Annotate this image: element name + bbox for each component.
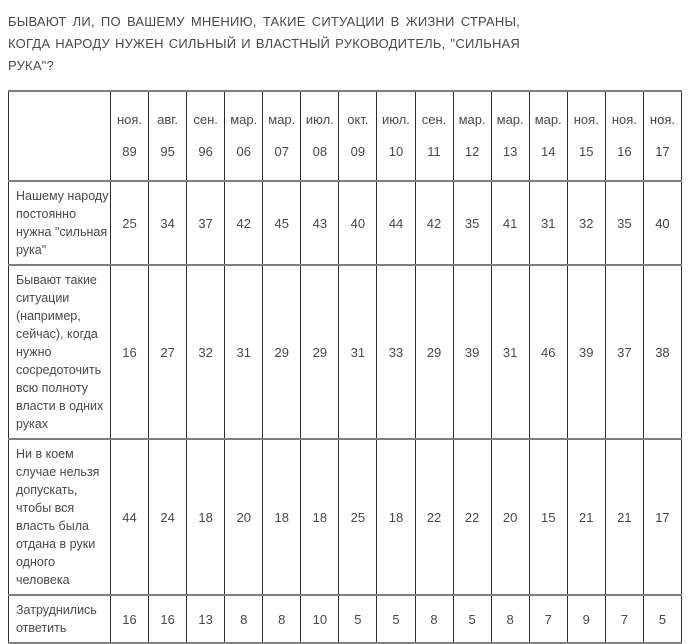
table-header: [9, 91, 682, 181]
column-year-label: 96: [198, 144, 213, 159]
value-cell: 8: [263, 595, 301, 643]
column-header: [377, 91, 415, 181]
value-cell: 8: [491, 595, 529, 643]
value-cell: 18: [187, 439, 225, 595]
value-cell: 35: [605, 181, 643, 265]
column-year-label: 89: [122, 144, 137, 159]
value-cell: 21: [567, 439, 605, 595]
column-header: [491, 91, 529, 181]
column-header: [149, 91, 187, 181]
column-month-label: мар.: [534, 112, 562, 127]
value-cell: 31: [225, 265, 263, 439]
value-cell: 27: [149, 265, 187, 439]
value-cell: 18: [377, 439, 415, 595]
column-header: [339, 91, 377, 181]
column-month-label: ноя.: [117, 112, 143, 127]
value-cell: 18: [263, 439, 301, 595]
value-cell: 16: [149, 595, 187, 643]
value-cell: 8: [225, 595, 263, 643]
column-month-label: сен.: [421, 112, 447, 127]
table-row: [9, 181, 682, 265]
value-cell: 29: [301, 265, 339, 439]
row-label-cell: Нашему народу постоянно нужна "сильная рука": [9, 181, 111, 265]
value-cell: 45: [263, 181, 301, 265]
column-header: [415, 91, 453, 181]
value-cell: 39: [453, 265, 491, 439]
column-year-label: 15: [579, 144, 594, 159]
column-year-label: 14: [540, 144, 556, 159]
value-cell: 43: [301, 181, 339, 265]
column-header: [111, 91, 149, 181]
value-cell: 39: [567, 265, 605, 439]
column-month-label: окт.: [347, 112, 369, 127]
column-year-label: 95: [160, 144, 175, 159]
value-cell: 8: [415, 595, 453, 643]
value-cell: 16: [111, 595, 149, 643]
value-cell: 7: [529, 595, 567, 643]
value-cell: 31: [529, 181, 567, 265]
column-year-label: 09: [350, 144, 366, 159]
header-row: [9, 91, 682, 181]
column-month-label: ноя.: [649, 112, 675, 127]
value-cell: 46: [529, 265, 567, 439]
value-cell: 5: [377, 595, 415, 643]
value-cell: 5: [643, 595, 681, 643]
value-cell: 22: [453, 439, 491, 595]
value-cell: 35: [453, 181, 491, 265]
value-cell: 5: [339, 595, 377, 643]
value-cell: 22: [415, 439, 453, 595]
table-row: [9, 439, 682, 595]
value-cell: 9: [567, 595, 605, 643]
column-header: [529, 91, 567, 181]
column-header: [301, 91, 339, 181]
column-month-label: ноя.: [573, 112, 599, 127]
value-cell: 5: [453, 595, 491, 643]
value-cell: 42: [225, 181, 263, 265]
row-label-cell: Затруднились ответить: [9, 595, 111, 643]
column-header: [567, 91, 605, 181]
column-year-label: 07: [274, 144, 290, 159]
row-label-cell: Бывают такие ситуации (например, сейчас), когда нужно сосредоточить всю полноту власти в одних руках: [9, 265, 111, 439]
value-cell: 25: [339, 439, 377, 595]
value-cell: 15: [529, 439, 567, 595]
value-cell: 41: [491, 181, 529, 265]
value-cell: 25: [111, 181, 149, 265]
corner-cell: [9, 91, 111, 181]
value-cell: 21: [605, 439, 643, 595]
column-year-label: 13: [502, 144, 518, 159]
value-cell: 31: [491, 265, 529, 439]
value-cell: 40: [339, 181, 377, 265]
column-month-label: авг.: [157, 112, 179, 127]
table-body: [9, 181, 682, 643]
value-cell: 37: [187, 181, 225, 265]
column-month-label: июл.: [382, 112, 410, 127]
column-year-label: 12: [464, 144, 480, 159]
column-year-label: 11: [427, 144, 441, 159]
value-cell: 33: [377, 265, 415, 439]
value-cell: 42: [415, 181, 453, 265]
value-cell: 40: [643, 181, 681, 265]
value-cell: 44: [111, 439, 149, 595]
table-row: [9, 595, 682, 643]
value-cell: 20: [491, 439, 529, 595]
column-header: [453, 91, 491, 181]
row-label-cell: Ни в коем случае нельзя допускать, чтобы вся власть была отдана в руки одного человека: [9, 439, 111, 595]
column-year-label: 06: [236, 144, 251, 159]
column-month-label: мар.: [496, 112, 524, 127]
value-cell: 18: [301, 439, 339, 595]
survey-question-title: БЫВАЮТ ЛИ, ПО ВАШЕМУ МНЕНИЮ, ТАКИЕ СИТУАЦИИ В ЖИЗНИ СТРАНЫ, КОГДА НАРОДУ НУЖЕН СИЛЬНЫЙ И ВЛАСТНЫЙ РУКОВОДИТЕЛЬ, "СИЛЬНАЯ РУКА"?: [8, 14, 520, 73]
value-cell: 32: [187, 265, 225, 439]
value-cell: 38: [643, 265, 681, 439]
column-year-label: 17: [655, 144, 670, 159]
column-header: [605, 91, 643, 181]
value-cell: 31: [339, 265, 377, 439]
value-cell: 20: [225, 439, 263, 595]
column-month-label: ноя.: [611, 112, 637, 127]
value-cell: 37: [605, 265, 643, 439]
value-cell: 17: [643, 439, 681, 595]
column-header: [263, 91, 301, 181]
value-cell: 44: [377, 181, 415, 265]
value-cell: 10: [301, 595, 339, 643]
value-cell: 24: [149, 439, 187, 595]
survey-results-table: [8, 90, 682, 644]
value-cell: 13: [187, 595, 225, 643]
column-month-label: мар.: [268, 112, 296, 127]
table-row: [9, 265, 682, 439]
value-cell: 7: [605, 595, 643, 643]
value-cell: 34: [149, 181, 187, 265]
column-month-label: мар.: [458, 112, 486, 127]
column-year-label: 08: [312, 144, 328, 159]
column-year-label: 10: [388, 144, 404, 159]
column-year-label: 16: [617, 144, 632, 159]
column-header: [225, 91, 263, 181]
value-cell: 32: [567, 181, 605, 265]
column-month-label: сен.: [193, 112, 218, 127]
column-header: [187, 91, 225, 181]
column-header: [643, 91, 681, 181]
value-cell: 16: [111, 265, 149, 439]
value-cell: 29: [263, 265, 301, 439]
value-cell: 29: [415, 265, 453, 439]
column-month-label: июл.: [305, 112, 334, 127]
column-month-label: мар.: [230, 112, 258, 127]
